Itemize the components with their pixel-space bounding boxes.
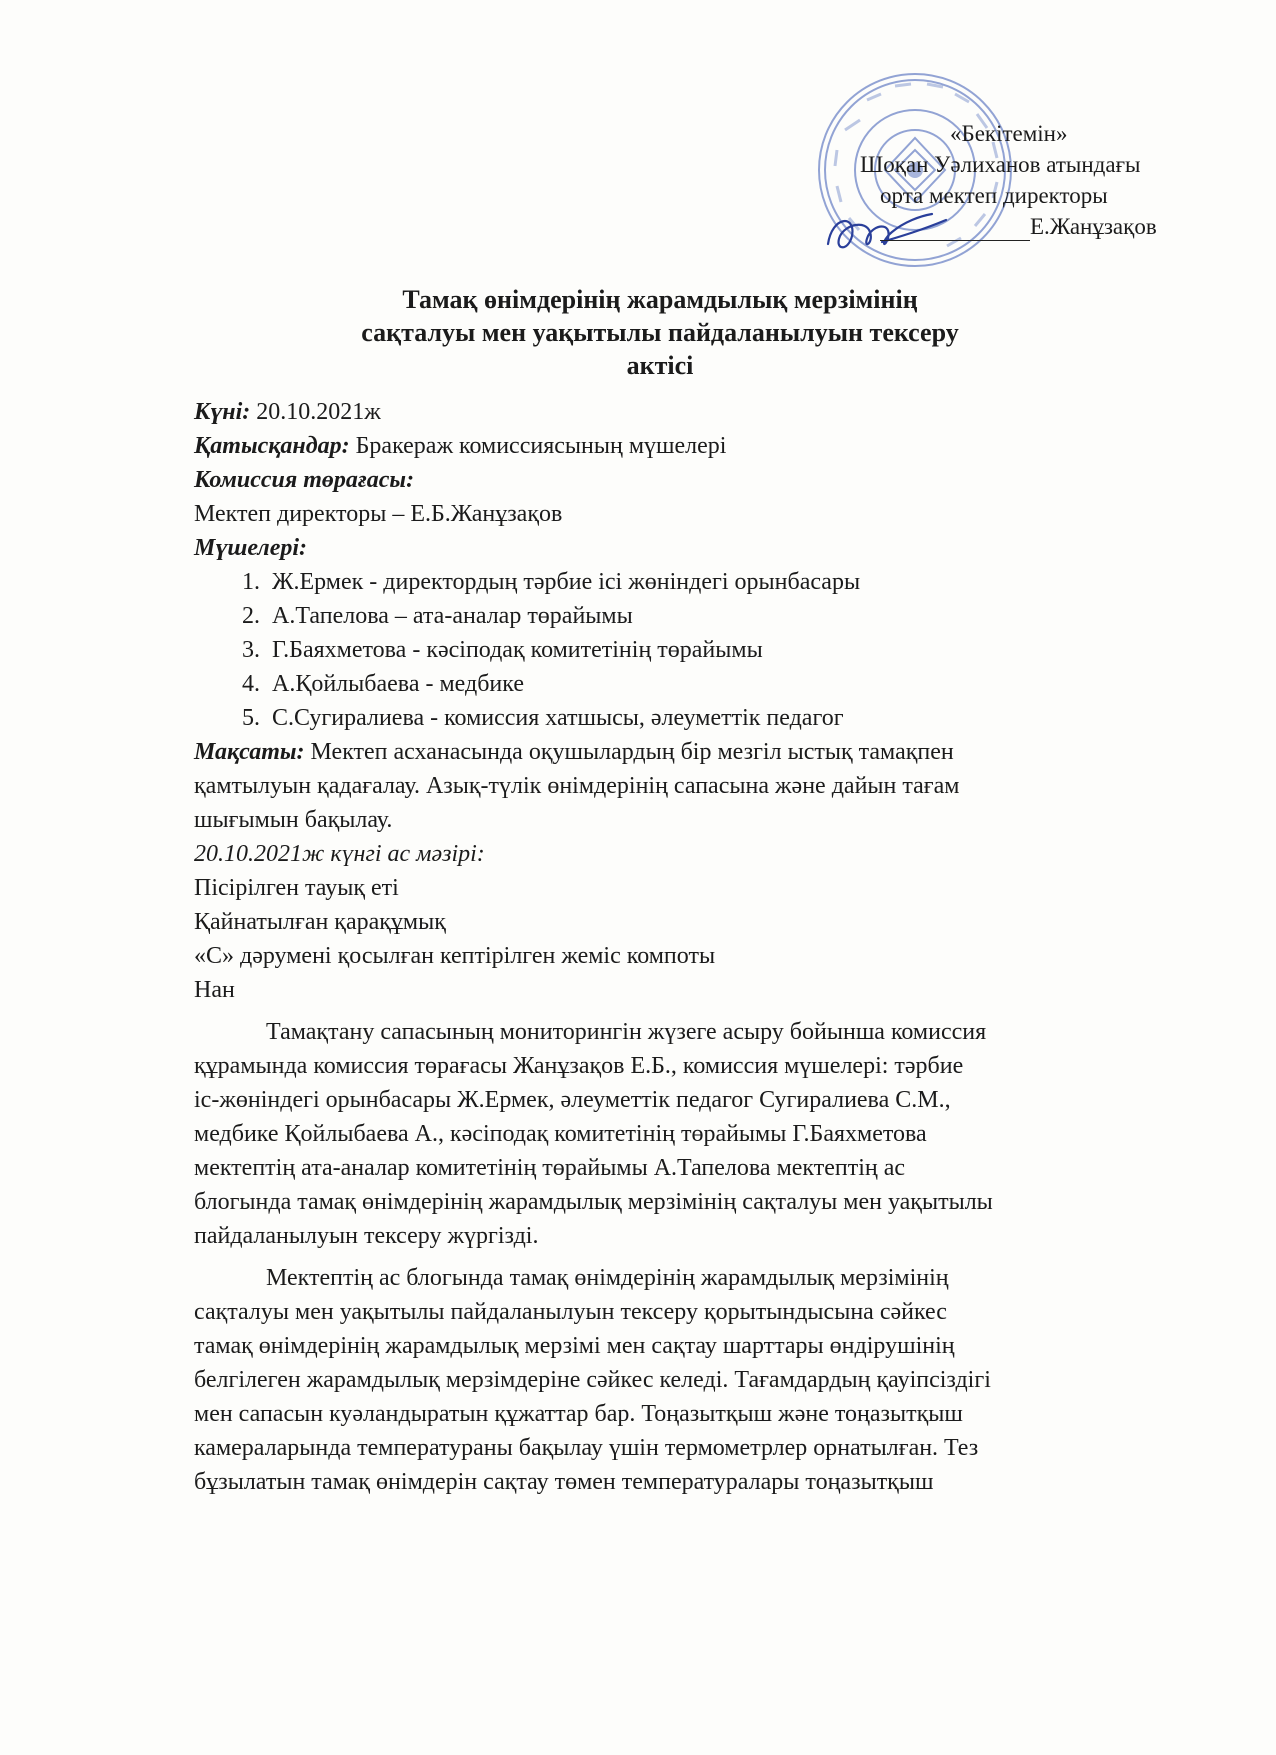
list-item: 1. Ж.Ермек - директордың тәрбие ісі жөніндегі орынбасары bbox=[242, 569, 861, 595]
goal-text: Мектеп асханасында оқушылардың бір мезгіл ыстық тамақпен bbox=[304, 739, 954, 765]
paragraph-findings bbox=[194, 1261, 1164, 1499]
chair-label: Комиссия төрағасы: bbox=[194, 467, 415, 493]
document-title bbox=[190, 283, 1130, 382]
date-value: 20.10.2021ж bbox=[250, 399, 381, 425]
list-item: 2. А.Тапелова – ата-аналар төрайымы bbox=[242, 603, 633, 629]
paragraph-line: камераларында температураны бақылау үшін термометрлер орнатылған. Тез bbox=[194, 1435, 979, 1461]
paragraph-line: мектептің ата-аналар комитетінің төрайымы А.Тапелова мектептің ас bbox=[194, 1155, 906, 1181]
approval-block bbox=[840, 118, 1170, 242]
chair-value: Мектеп директоры – Е.Б.Жанұзақов bbox=[194, 501, 563, 527]
paragraph-line: блогында тамақ өнімдерінің жарамдылық мерзімінің сақталуы мен уақытылы bbox=[194, 1189, 993, 1215]
paragraph-line: мен сапасын куәландыратын құжаттар бар. Тоңазытқыш және тоңазытқыш bbox=[194, 1401, 963, 1427]
goal-text: шығымын бақылау. bbox=[194, 807, 393, 833]
menu-item: Нан bbox=[194, 977, 235, 1003]
paragraph-line: құрамында комиссия төрағасы Жанұзақов Е.Б., комиссия мүшелері: тәрбие bbox=[194, 1053, 964, 1079]
goal-row bbox=[194, 735, 1164, 769]
members-list bbox=[194, 565, 1164, 735]
paragraph-line: тамақ өнімдерінің жарамдылық мерзімі мен сақтау шарттары өндірушінің bbox=[194, 1333, 955, 1359]
paragraph-commission bbox=[194, 1015, 1164, 1253]
list-item: 5. С.Сугиралиева - комиссия хатшысы, әлеуметтік педагог bbox=[242, 705, 844, 731]
goal-label: Мақсаты: bbox=[194, 739, 305, 765]
paragraph-line: сақталуы мен уақытылы пайдаланылуын тексеру қорытындысына сәйкес bbox=[194, 1299, 947, 1325]
approval-school-name: Шоқан Уәлиханов атындағы bbox=[860, 152, 1141, 177]
document-body bbox=[194, 395, 1164, 1499]
goal-text: қамтылуын қадағалау. Азық-түлік өнімдерінің сапасына және дайын тағам bbox=[194, 773, 960, 799]
list-item: 4. А.Қойлыбаева - медбике bbox=[242, 671, 524, 697]
paragraph-line: бұзылатын тамақ өнімдерін сақтау төмен температуралары тоңазытқыш bbox=[194, 1469, 934, 1495]
paragraph-line: Мектептің ас блогында тамақ өнімдерінің жарамдылық мерзімінің bbox=[266, 1265, 949, 1291]
participants-label: Қатысқандар: bbox=[194, 433, 350, 459]
members-label: Мүшелері: bbox=[194, 535, 308, 561]
menu-item: Қайнатылған қарақұмық bbox=[194, 909, 446, 935]
title-line: актісі bbox=[626, 351, 694, 380]
date-row bbox=[194, 395, 1164, 429]
paragraph-line: іс-жөніндегі орынбасары Ж.Ермек, әлеуметтік педагог Сугиралиева С.М., bbox=[194, 1087, 951, 1113]
paragraph-line: белгілеген жарамдылық мерзімдеріне сәйкес келеді. Тағамдардың қауіпсіздігі bbox=[194, 1367, 991, 1393]
date-label: Күні: bbox=[194, 399, 251, 425]
approval-director-name: Е.Жанұзақов bbox=[1030, 214, 1157, 239]
participants-value: Бракераж комиссиясының мүшелері bbox=[349, 433, 727, 459]
title-line: сақталуы мен уақытылы пайдаланылуын тексеру bbox=[361, 318, 959, 347]
approval-heading: «Бекітемін» bbox=[950, 121, 1068, 146]
approval-position: орта мектеп директоры bbox=[880, 183, 1108, 208]
menu-item: Пісірілген тауық еті bbox=[194, 875, 399, 901]
signature-line bbox=[880, 240, 1030, 241]
paragraph-line: пайдаланылуын тексеру жүргізді. bbox=[194, 1223, 539, 1249]
paragraph-line: медбике Қойлыбаева А., кәсіподақ комитетінің төрайымы Г.Баяхметова bbox=[194, 1121, 927, 1147]
list-item: 3. Г.Баяхметова - кәсіподақ комитетінің төрайымы bbox=[242, 637, 763, 663]
menu-heading: 20.10.2021ж күнгі ас мәзірі: bbox=[194, 841, 485, 867]
menu-item: «С» дәрумені қосылған кептірілген жеміс компоты bbox=[194, 943, 716, 969]
title-line: Тамақ өнімдерінің жарамдылық мерзімінің bbox=[402, 285, 918, 314]
paragraph-line: Тамақтану сапасының мониторингін жүзеге асыру бойынша комиссия bbox=[266, 1019, 987, 1045]
participants-row bbox=[194, 429, 1164, 463]
